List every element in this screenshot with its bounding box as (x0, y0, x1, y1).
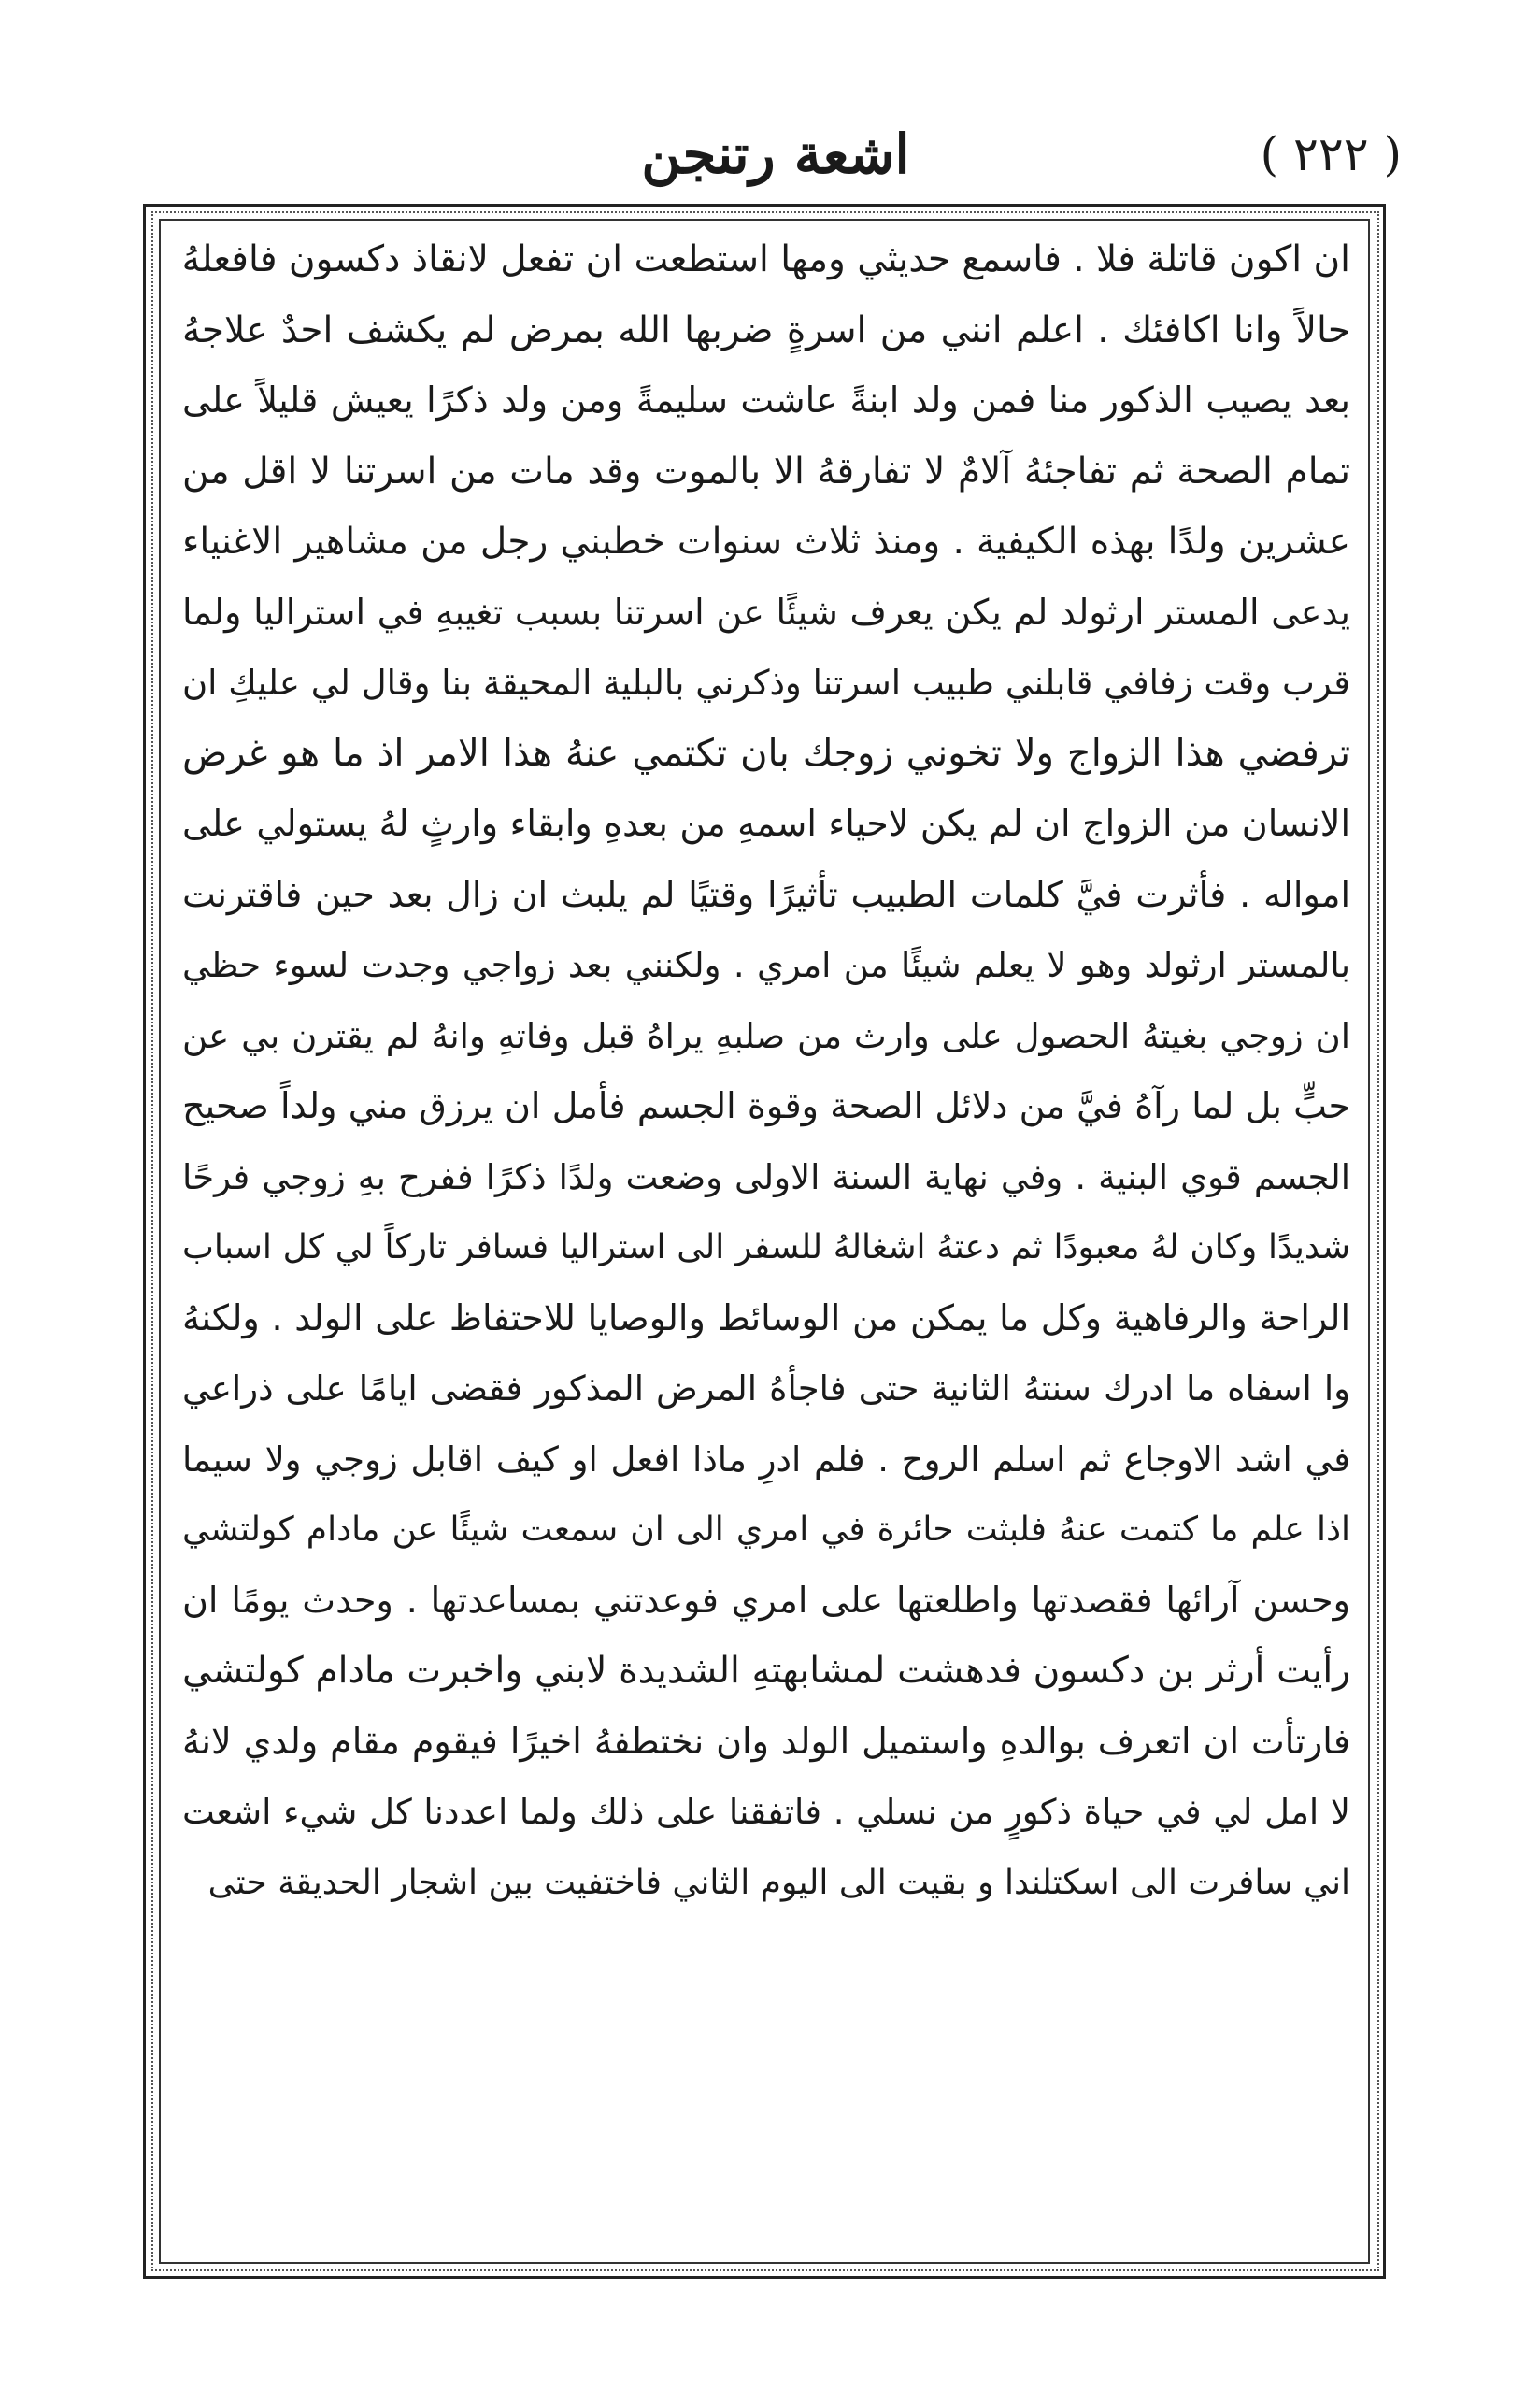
text-line: وحسن آرائها فقصدتها واطلعتها على امري فوعدتني بمساعدتها . وحدث يومًا ان (182, 1579, 1350, 1621)
text-line: في اشد الاوجاع ثم اسلم الروح . فلم ادرِ ماذا افعل او كيف اقابل زوجي ولا سيما (182, 1438, 1350, 1480)
text-line: تمام الصحة ثم تفاجئهُ آلامٌ لا تفارقهُ الا بالموت وقد مات من اسرتنا لا اقل من (182, 450, 1350, 493)
text-line: الجسم قوي البنية . وفي نهاية السنة الاولى وضعت ولدًا ذكرًا ففرح بهِ زوجي فرحًا (182, 1156, 1350, 1197)
text-line: اني سافرت الى اسكتلندا و بقيت الى اليوم الثاني فاختفيت بين اشجار الحديقة حتى (207, 1863, 1350, 1902)
text-line: امواله . فأثرت فيَّ كلمات الطبيب تأثيرًا وقتيًا لم يلبث ان زال بعد حين فاقترنت (182, 873, 1350, 915)
text-line: بالمستر ارثولد وهو لا يعلم شيئًا من امري . ولكنني بعد زواجي وجدت لسوء حظي (182, 945, 1350, 985)
text-line: رأيت أرثر بن دكسون فدهشت لمشابهتهِ الشديدة لابني واخبرت مادام كولتشي (182, 1650, 1350, 1692)
text-line: لا امل لي في حياة ذكورٍ من نسلي . فاتفقنا على ذلك ولما اعددنا كل شيء اشعت (182, 1792, 1350, 1832)
text-line: الراحة والرفاهية وكل ما يمكن من الوسائط والوصايا للاحتفاظ على الولد . ولكنهُ (182, 1296, 1350, 1338)
text-line: اذا علم ما كتمت عنهُ فلبثت حائرة في امري الى ان سمعت شيئًا عن مادام كولتشي (182, 1510, 1350, 1549)
text-line: ترفضي هذا الزواج ولا تخوني زوجك بان تكتمي عنهُ هذا الامر اذ ما هو غرض (182, 731, 1350, 775)
text-line: ان اكون قاتلة فلا . فاسمع حديثي ومها استطعت ان تفعل لانقاذ دكسون فافعلهُ (182, 238, 1350, 280)
text-line: فارتأت ان اتعرف بوالدهِ واستميل الولد وان نختطفهُ اخيرًا فيقوم مقام ولدي لانهُ (182, 1720, 1350, 1762)
text-line: وا اسفاه ما ادرك سنتهُ الثانية حتى فاجأهُ المرض المذكور فقضى ايامًا على ذراعي (182, 1368, 1350, 1409)
text-line: حبٍّ بل لما رآهُ فيَّ من دلائل الصحة وقوة الجسم فأمل ان يرزق مني ولداً صحيح (182, 1085, 1350, 1126)
text-line: الانسان من الزواج ان لم يكن لاحياء اسمهِ من بعدهِ وابقاء وارثٍ لهُ يستولي على (182, 803, 1350, 844)
text-line: حالاً وانا اكافئك . اعلم انني من اسرةٍ ضربها الله بمرض لم يكشف احدٌ علاجهُ (182, 308, 1350, 351)
running-head (150, 112, 1402, 196)
text-line: شديدًا وكان لهُ معبودًا ثم دعتهُ اشغالهُ للسفر الى استراليا فسافر تاركاً لي كل اسباب (182, 1228, 1350, 1266)
text-line: قرب وقت زفافي قابلني طبيب اسرتنا وذكرني بالبلية المحيقة بنا وقال لي عليكِ ان (182, 663, 1350, 703)
book-title: اشعة رتنجن (641, 122, 910, 186)
text-line: عشرين ولدًا بهذه الكيفية . ومنذ ثلاث سنوات خطبني رجل من مشاهير الاغنياء (182, 521, 1350, 563)
body-text (182, 224, 1350, 2253)
text-line: يدعى المستر ارثولد لم يكن يعرف شيئًا عن اسرتنا بسبب تغيبهِ في استراليا ولما (182, 591, 1350, 633)
text-line: بعد يصيب الذكور منا فمن ولد ابنةً عاشت سليمةً ومن ولد ذكرًا يعيش قليلاً على (182, 379, 1350, 421)
text-line: ان زوجي بغيتهُ الحصول على وارث من صلبهِ يراهُ قبل وفاتهِ وانهُ لم يقترن بي عن (182, 1015, 1350, 1056)
page-number: ( ٢٢٢ ) (1260, 127, 1402, 181)
